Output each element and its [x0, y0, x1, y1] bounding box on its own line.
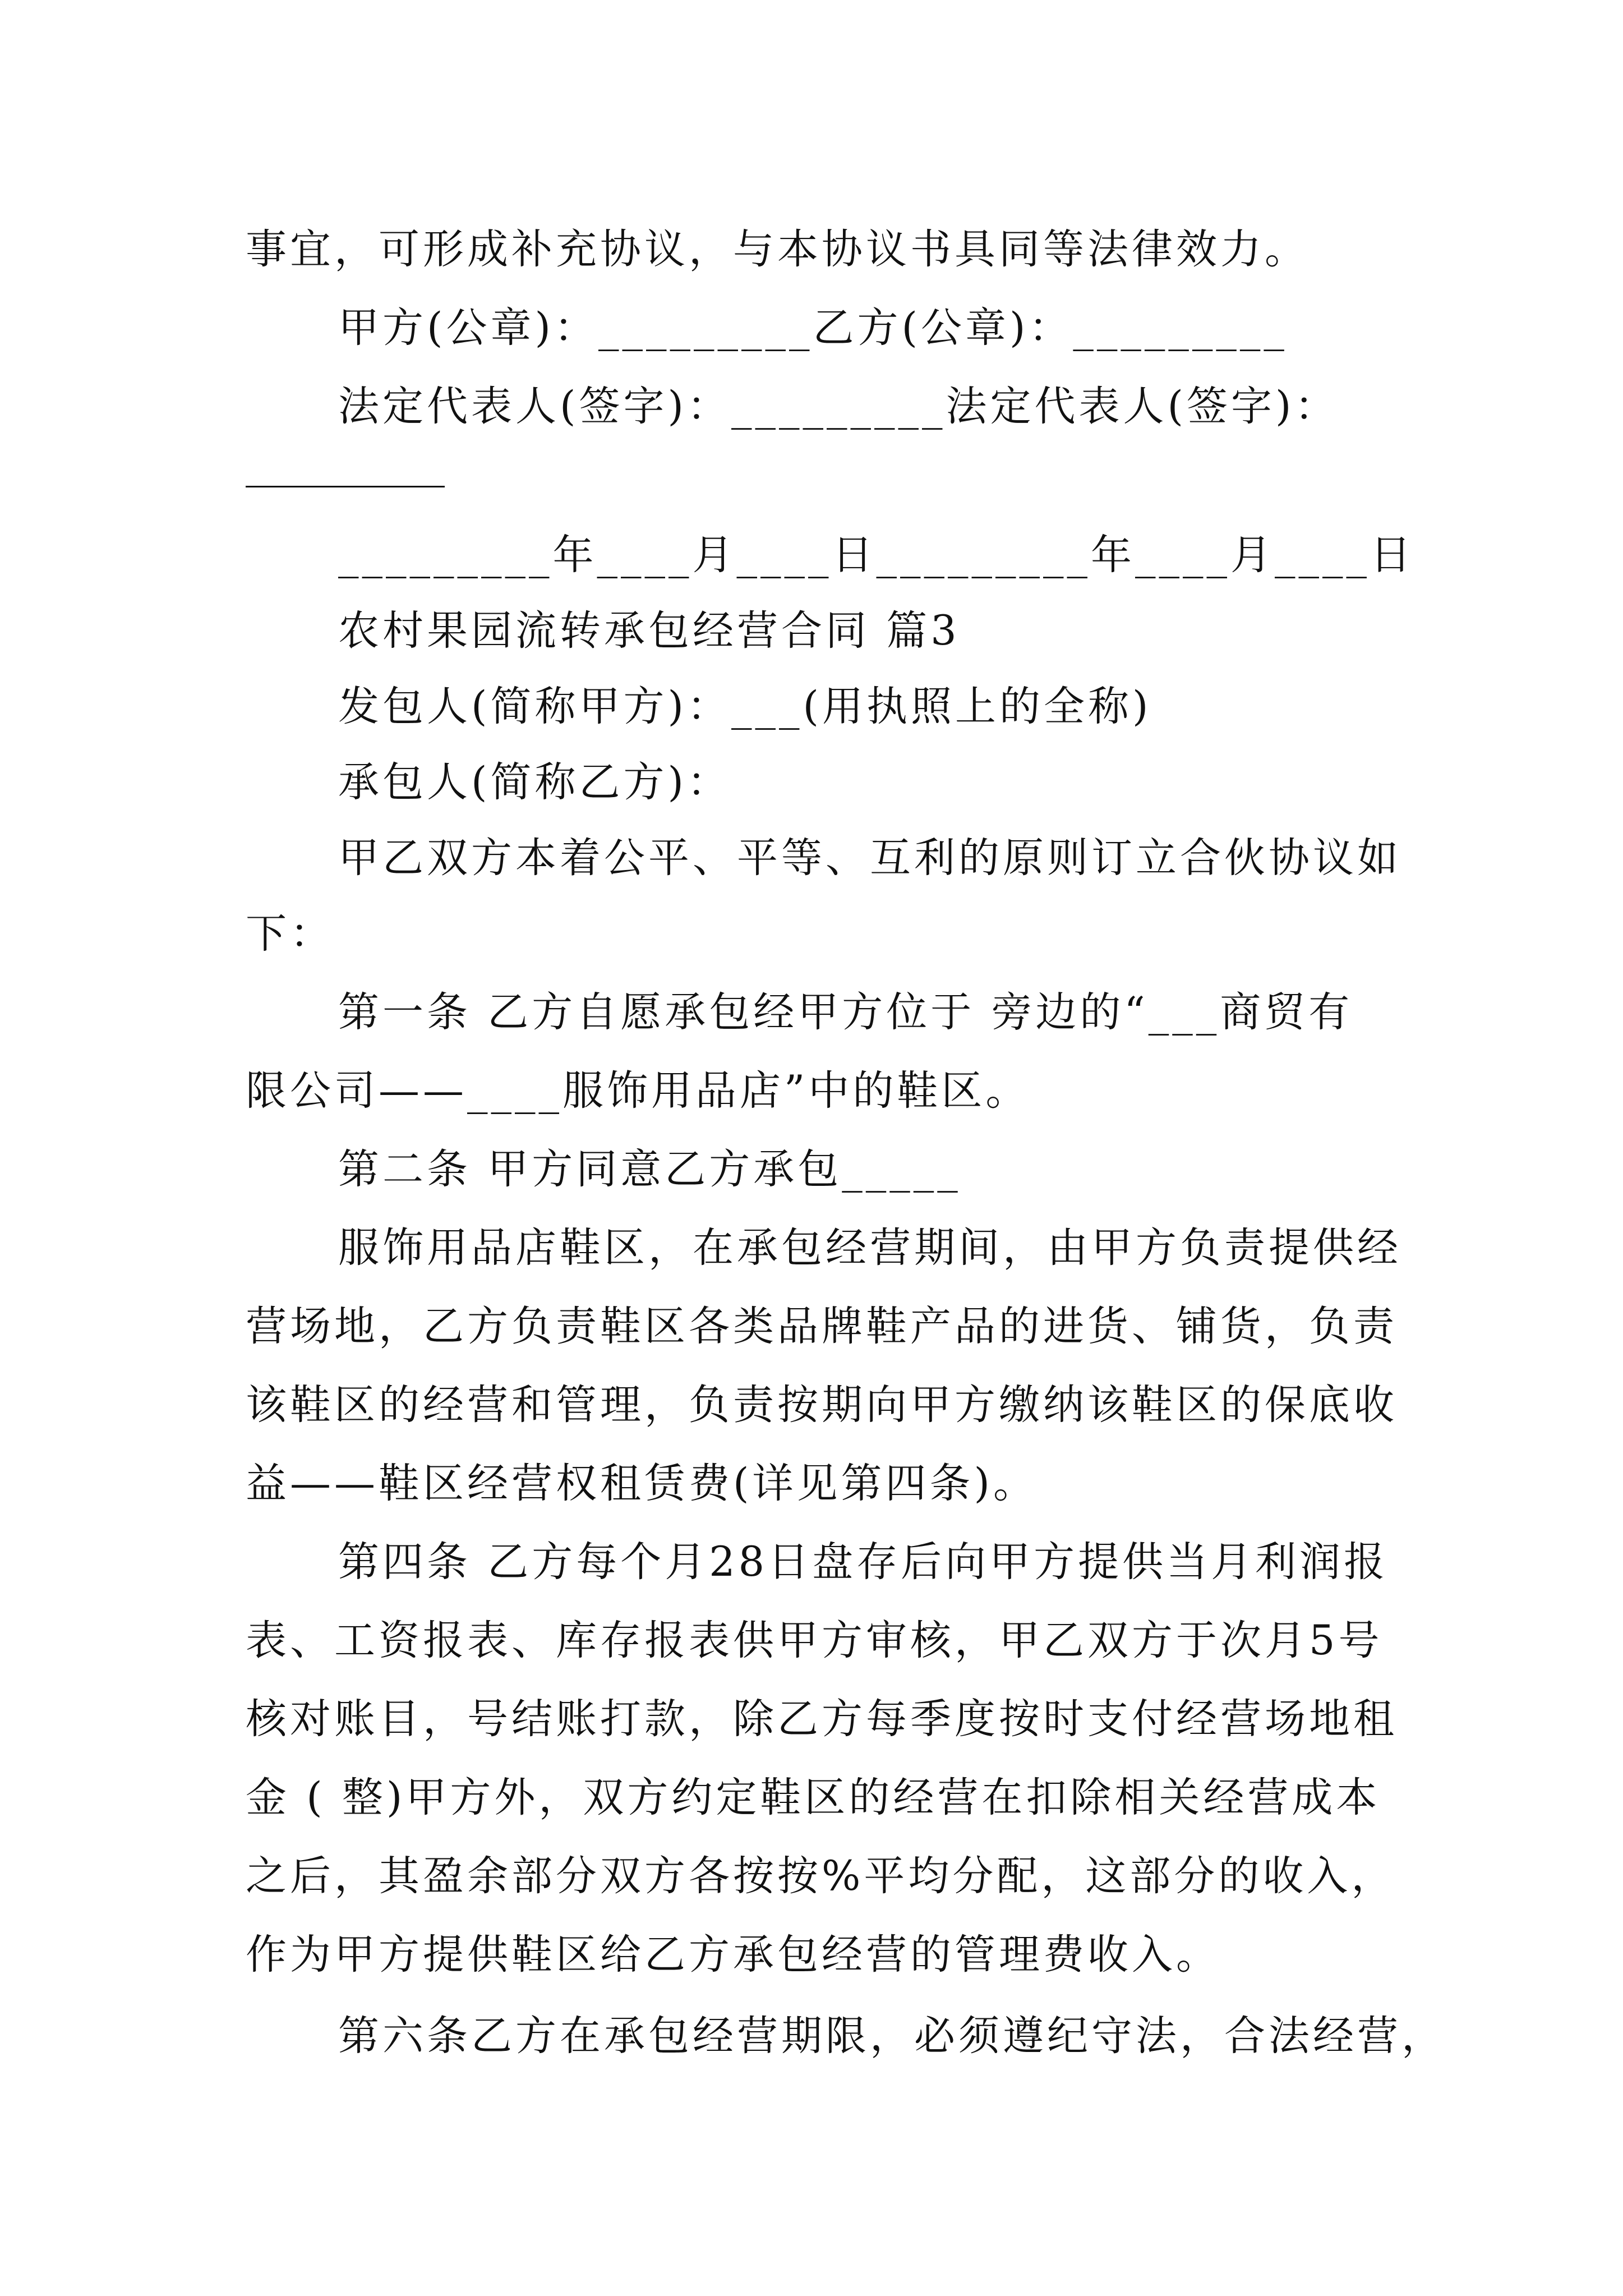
text-line: 第六条乙方在承包经营期限，必须遵纪守法，合法经营，: [338, 2012, 1446, 2060]
text-line: 第一条 乙方自愿承包经甲方位于 旁边的“___商贸有: [338, 988, 1353, 1036]
text-line: 第二条 甲方同意乙方承包_____: [338, 1145, 961, 1193]
text-line: 之后，其盈余部分双方各按按%平均分配，这部分的收入，: [246, 1852, 1396, 1900]
signature-blank: [246, 486, 445, 487]
text-line: 核对账目，号结账打款，除乙方每季度按时支付经营场地租: [246, 1695, 1398, 1743]
text-line: 下：: [246, 910, 334, 958]
text-line: 发包人(简称甲方)：___(用执照上的全称): [338, 683, 1152, 730]
text-line: 表、工资报表、库存报表供甲方审核，甲乙双方于次月5号: [246, 1617, 1383, 1664]
text-line: 事宜，可形成补充协议，与本协议书具同等法律效力。: [246, 226, 1309, 273]
text-line: 该鞋区的经营和管理，负责按期向甲方缴纳该鞋区的保底收: [246, 1381, 1398, 1429]
section-title: 农村果园流转承包经营合同 篇3: [338, 607, 960, 655]
signature-line-representative: 法定代表人(签字)：_________法定代表人(签字)：: [338, 383, 1339, 430]
signature-line-seal: 甲方(公章)：_________乙方(公章)：_________: [338, 304, 1288, 352]
text-line: 作为甲方提供鞋区给乙方承包经营的管理费收入。: [246, 1931, 1220, 1978]
date-line: _________年____月____日_________年____月____日: [338, 531, 1414, 579]
text-line: 限公司——____服饰用品店”中的鞋区。: [246, 1067, 1030, 1115]
text-line: 第四条 乙方每个月28日盘存后向甲方提供当月利润报: [338, 1538, 1389, 1586]
text-line: 承包人(简称乙方)：: [338, 758, 731, 806]
text-line: 营场地，乙方负责鞋区各类品牌鞋产品的进货、铺货，负责: [246, 1303, 1398, 1350]
text-line: 服饰用品店鞋区，在承包经营期间，由甲方负责提供经: [338, 1224, 1401, 1272]
text-line: 金 ( 整)甲方外，双方约定鞋区的经营在扣除相关经营成本: [246, 1774, 1381, 1821]
text-line: 甲乙双方本着公平、平等、互利的原则订立合伙协议如: [338, 834, 1401, 882]
text-line: 益——鞋区经营权租赁费(详见第四条)。: [246, 1460, 1038, 1507]
